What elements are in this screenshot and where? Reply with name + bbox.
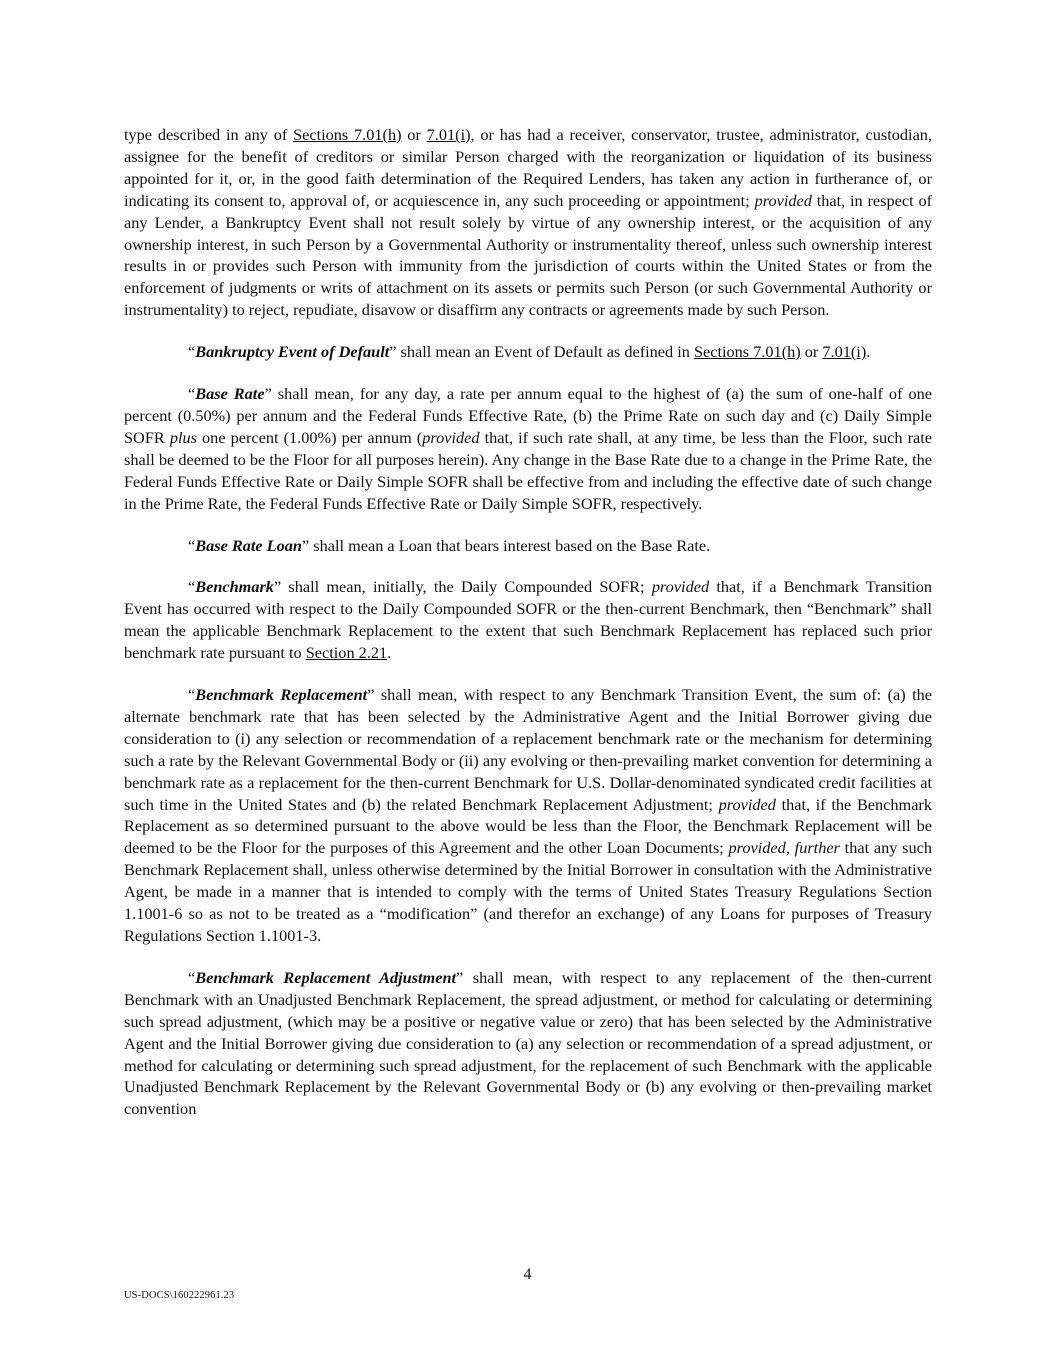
text-run: or (401, 125, 427, 144)
italic-term: further (794, 838, 840, 858)
text-run: type described in any of (124, 125, 294, 144)
definition-bankruptcy-event-of-default (124, 341, 932, 363)
text-run: one percent (1.00%) per annum ( (196, 427, 423, 447)
text-run: ” shall mean, with respect to any replacement of the then-current Benchmark with an Unadjusted Benchmark Replacement, the spread adjustment, or method for calculating or determining such spread adjustment, (which may be a positive or negative value or zero) that has been selected by the Administrative Agent and the Initial Borrower giving due consideration to (a) any selection or recommendation of a spread adjustment, or method for calculating or determining such spread adjustment, for the replacement of such Benchmark with the applicable Unadjusted Benchmark Replacement by the Relevant Governmental Body or (b) any evolving or then-prevailing market convention (124, 967, 932, 1119)
italic-term: plus (169, 427, 197, 447)
section-reference-link: 7.01(i) (426, 125, 471, 144)
italic-term: provided (651, 577, 710, 597)
defined-term: Benchmark (195, 577, 274, 597)
definition-benchmark-replacement (124, 684, 932, 947)
text-run: . (387, 643, 392, 663)
definition-base-rate-loan (124, 535, 932, 557)
document-id-footer: US-DOCS\160222961.23 (124, 1290, 235, 1301)
text-run: that, if a Benchmark Transition Event has occurred with respect to the Daily Compounded SOFR or the then-current Benchmark, then “Benchmark” shall mean the applicable Benchmark Replacement to the extent that such Benchmark Replacement has replaced such prior benchmark rate pursuant to (124, 577, 933, 663)
italic-term: provided (754, 190, 812, 210)
definition-benchmark (124, 576, 932, 664)
text-run: ” shall mean, with respect to any Benchmark Transition Event, the sum of: (a) the alternate benchmark rate that has been selected by the Administrative Agent and the Initial Borrower giving due consideration to (i) any selection or recommendation of a replacement benchmark rate or the mechanism for determining such a rate by the Relevant Governmental Body or (ii) any evolving or then-prevailing market convention for determining a benchmark rate as a replacement for the then-current Benchmark for U.S. Dollar-denominated syndicated credit facilities at such time in the United States and (b) the related Benchmark Replacement Adjustment; (124, 685, 932, 814)
quote-mark: “ (188, 967, 196, 987)
text-run: , or has had a receiver, conservator, trustee, administrator, custodian, assignee for the benefit of creditors or similar Person charged with the reorganization or liquidation of its business appointed for it, or, in the good faith determination of the Required Lenders, has taken any action in furtherance of, or indicating its consent to, approval of, or acquiescence in, any such proceeding or appointment; (124, 125, 933, 210)
text-run: , (785, 838, 795, 858)
text-run: that, if such rate shall, at any time, be less than the Floor, such rate shall be deemed to be the Floor for all purposes herein). Any change in the Base Rate due to a change in the Prime Rate, the Federal Funds Effective Rate or Daily Simple SOFR shall be effective from and including the effective date of such change in the Prime Rate, the Federal Funds Effective Rate or Daily Simple SOFR, respectively. (124, 427, 932, 513)
quote-mark: “ (188, 384, 196, 404)
text-run: that any such Benchmark Replacement shall, unless otherwise determined by the Initial Borrower in consultation with the Administrative Agent, be made in a manner that is intended to comply with the terms of United States Treasury Regulations Section 1.1001-6 so as not to be treated as a “modification” (and therefor an exchange) of any Loans for purposes of Treasury Regulations Section 1.1001-3. (124, 838, 933, 945)
page-number: 4 (523, 1266, 532, 1283)
text-run: ” shall mean a Loan that bears interest based on the Base Rate. (301, 535, 711, 555)
section-reference-link: Section 2.21 (305, 643, 388, 663)
quote-mark: “ (188, 535, 196, 555)
defined-term: Base Rate Loan (195, 535, 302, 555)
section-reference-link: Sections 7.01(h) (293, 125, 402, 144)
section-reference-link: Sections 7.01(h) (693, 342, 801, 362)
defined-term: Benchmark Replacement Adjustment (195, 967, 457, 987)
text-run: that, if the Benchmark Replacement as so determined pursuant to the above would be less than the Floor, the Benchmark Replacement will be deemed to be the Floor for the purposes of this Agreement and the other Loan Documents; (124, 794, 932, 858)
defined-term: Bankruptcy Event of Default (195, 342, 390, 362)
italic-term: provided (728, 838, 786, 858)
quote-mark: “ (188, 685, 196, 705)
document-body (124, 124, 932, 1140)
text-run: ” shall mean, for any day, a rate per annum equal to the highest of (a) the sum of one-half of one percent (0.50%) per annum and the Federal Funds Effective Rate, (b) the Prime Rate on such day and (c) Daily Simple SOFR (124, 384, 932, 447)
text-run: that, in respect of any Lender, a Bankruptcy Event shall not result solely by virtue of any ownership interest, or the acquisition of any ownership interest, in such Person by a Governmental Authority or instrumentality thereof, unless such ownership interest results in or provides such Person with immunity from the jurisdiction of courts within the United States or from the enforcement of judgments or writs of attachment on its assets or permits such Person (or such Governmental Authority or instrumentality) to reject, repudiate, disavow or disaffirm any contracts or agreements made by such Person. (124, 190, 933, 320)
italic-term: provided (718, 794, 776, 814)
text-run: or (800, 342, 823, 362)
defined-term: Base Rate (195, 384, 265, 404)
definition-base-rate (124, 383, 932, 514)
definition-benchmark-replacement-adjustment (124, 967, 932, 1120)
quote-mark: “ (188, 577, 196, 597)
section-reference-link: 7.01(i) (822, 342, 867, 362)
text-run: . (866, 342, 871, 362)
text-run: ” shall mean an Event of Default as defined in (389, 342, 694, 362)
defined-term: Benchmark Replacement (195, 685, 368, 705)
paragraph-bankruptcy-event-continued (124, 124, 932, 321)
text-run: ” shall mean, initially, the Daily Compounded SOFR; (273, 577, 652, 597)
quote-mark: “ (188, 342, 196, 362)
italic-term: provided (422, 427, 480, 447)
